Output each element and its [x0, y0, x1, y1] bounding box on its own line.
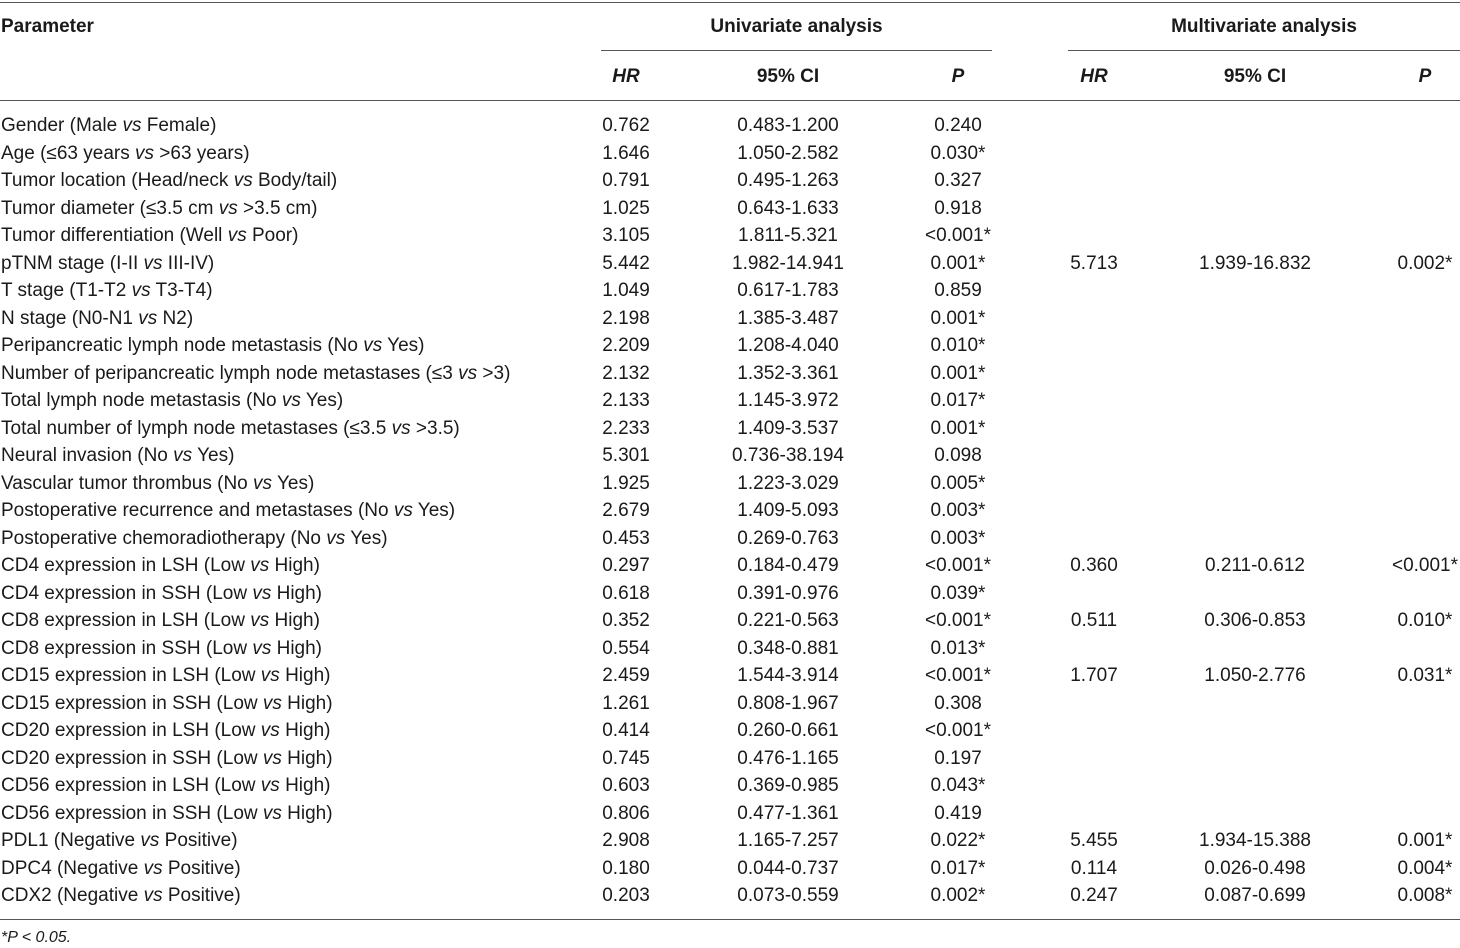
table-row — [0, 607, 1460, 635]
vs-text: vs — [140, 830, 160, 851]
table-row — [0, 800, 1460, 828]
header-multivariate: Multivariate analysis — [1171, 16, 1357, 37]
parameter-text: Body/tail) — [252, 170, 338, 191]
hr-univariate-cell: 2.133 — [602, 390, 650, 411]
p-univariate-cell: 0.001* — [930, 362, 986, 384]
parameter-text: CD4 expression in LSH (Low — [1, 555, 251, 576]
hr-multivariate-cell: 0.247 — [1070, 885, 1118, 906]
p-univariate-cell: <0.001* — [924, 610, 992, 631]
vs-text: vs — [143, 252, 163, 274]
table-row — [0, 250, 1460, 278]
parameter-cell — [1, 415, 460, 443]
vs-text: vs — [131, 280, 151, 301]
parameter-text: CD15 expression in SSH (Low — [1, 692, 263, 714]
table-body — [0, 112, 1460, 910]
p-univariate-cell: <0.001* — [924, 555, 992, 576]
hr-univariate-cell: 3.105 — [602, 225, 650, 246]
vs-text: vs — [363, 335, 383, 356]
parameter-cell — [1, 690, 333, 718]
parameter-cell — [1, 607, 320, 635]
hr-univariate-cell: 0.297 — [602, 555, 650, 576]
parameter-text: CDX2 (Negative — [1, 885, 144, 906]
p-multivariate-cell: 0.008* — [1397, 885, 1453, 906]
table-row — [0, 140, 1460, 168]
parameter-text: CD56 expression in LSH (Low — [1, 775, 261, 796]
ci-univariate-cell: 0.477-1.361 — [737, 802, 839, 824]
p-multivariate-cell: 0.001* — [1397, 830, 1453, 851]
p-univariate-cell: 0.022* — [930, 830, 986, 851]
vs-text: vs — [233, 170, 253, 191]
vs-text: vs — [252, 637, 272, 659]
parameter-text: High) — [269, 610, 320, 631]
p-univariate-cell: 0.030* — [930, 142, 986, 164]
hr-univariate-cell: 0.806 — [602, 802, 650, 824]
parameter-text: N2) — [157, 307, 194, 329]
ci-univariate-cell: 1.050-2.582 — [737, 142, 839, 164]
ci-multivariate-cell: 1.050-2.776 — [1204, 665, 1306, 686]
vs-text: vs — [143, 857, 163, 879]
header-univariate: Univariate analysis — [710, 16, 883, 37]
parameter-text: Yes) — [192, 445, 235, 466]
parameter-cell — [1, 717, 330, 745]
parameter-cell — [1, 360, 510, 388]
parameter-text: Tumor location (Head/neck — [1, 170, 234, 191]
ci-univariate-cell: 0.369-0.985 — [737, 775, 839, 796]
hr-univariate-cell: 1.646 — [602, 142, 650, 164]
parameter-text: Positive) — [162, 857, 241, 879]
parameter-cell — [1, 882, 241, 910]
hr-univariate-cell: 0.618 — [602, 582, 650, 604]
table-row — [0, 222, 1460, 250]
hr-multivariate-cell: 0.360 — [1070, 555, 1118, 576]
parameter-cell — [1, 112, 216, 140]
table-row — [0, 360, 1460, 388]
hr-univariate-cell: 1.049 — [602, 280, 650, 301]
vs-text: vs — [262, 747, 282, 769]
p-univariate-cell: 0.039* — [930, 582, 986, 604]
ci-univariate-cell: 1.544-3.914 — [737, 665, 839, 686]
parameter-text: Age (≤63 years — [1, 142, 135, 164]
parameter-cell — [1, 195, 317, 223]
hr-multivariate-cell: 5.455 — [1070, 830, 1118, 851]
p-univariate-cell: 0.005* — [930, 472, 986, 494]
parameter-text: pTNM stage (I-II — [1, 252, 144, 274]
parameter-cell — [1, 442, 234, 470]
parameter-text: High) — [281, 747, 333, 769]
p-univariate-cell: 0.001* — [930, 417, 986, 439]
p-multivariate-cell: 0.004* — [1397, 857, 1453, 879]
hr-multivariate-cell: 1.707 — [1070, 665, 1118, 686]
parameter-text: High) — [269, 555, 320, 576]
parameter-cell — [1, 222, 298, 250]
vs-text: vs — [143, 885, 163, 906]
parameter-cell — [1, 525, 388, 553]
parameter-text: Female) — [141, 115, 217, 136]
parameter-text: Postoperative recurrence and metastases (No — [1, 500, 394, 521]
hr-univariate-cell: 0.554 — [602, 637, 650, 659]
ci-univariate-cell: 0.073-0.559 — [737, 885, 839, 906]
header-p-multivariate: P — [1418, 66, 1432, 87]
table-row — [0, 525, 1460, 553]
ci-univariate-cell: 0.391-0.976 — [737, 582, 839, 604]
p-univariate-cell: 0.240 — [934, 115, 982, 136]
parameter-text: Total number of lymph node metastases (≤3.5 — [1, 417, 392, 439]
table-row — [0, 497, 1460, 525]
vs-text: vs — [250, 555, 270, 576]
ci-univariate-cell: 1.811-5.321 — [737, 225, 838, 246]
ci-multivariate-cell: 1.934-15.388 — [1199, 830, 1311, 851]
parameter-cell — [1, 662, 330, 690]
ci-univariate-cell: 0.617-1.783 — [737, 280, 839, 301]
table-row — [0, 195, 1460, 223]
header-ci-multivariate: 95% CI — [1223, 66, 1287, 87]
ci-univariate-cell: 0.495-1.263 — [737, 170, 839, 191]
parameter-text: High) — [271, 637, 323, 659]
parameter-text: >3) — [477, 362, 511, 384]
parameter-text: Positive) — [159, 830, 238, 851]
table-row — [0, 332, 1460, 360]
parameter-text: High) — [279, 720, 331, 741]
parameter-cell — [1, 855, 241, 883]
table-row — [0, 552, 1460, 580]
parameter-text: CD15 expression in LSH (Low — [1, 665, 261, 686]
hr-multivariate-cell: 0.511 — [1070, 610, 1118, 631]
parameter-text: CD8 expression in LSH (Low — [1, 610, 251, 631]
hr-univariate-cell: 0.414 — [602, 720, 650, 741]
hr-univariate-cell: 0.762 — [602, 115, 650, 136]
parameter-text: Positive) — [162, 885, 241, 906]
parameter-cell — [1, 387, 343, 415]
p-multivariate-cell: 0.031* — [1397, 665, 1453, 686]
parameter-text: CD8 expression in SSH (Low — [1, 637, 253, 659]
hr-univariate-cell: 2.679 — [602, 500, 650, 521]
parameter-text: High) — [281, 692, 333, 714]
vs-text: vs — [260, 665, 280, 686]
ci-univariate-cell: 1.145-3.972 — [737, 390, 839, 411]
ci-multivariate-cell: 1.939-16.832 — [1199, 252, 1311, 274]
table-row — [0, 387, 1460, 415]
parameter-text: T stage (T1-T2 — [1, 280, 132, 301]
header-hr-multivariate: HR — [1080, 66, 1108, 87]
ci-multivariate-cell: 0.026-0.498 — [1204, 857, 1306, 879]
table-bottom-rule — [0, 919, 1460, 920]
vs-text: vs — [262, 692, 282, 714]
parameter-cell — [1, 800, 333, 828]
parameter-text: DPC4 (Negative — [1, 857, 144, 879]
parameter-cell — [1, 745, 333, 773]
multivariate-group-rule — [1068, 50, 1460, 51]
p-univariate-cell: 0.918 — [934, 197, 982, 219]
ci-multivariate-cell: 0.306-0.853 — [1204, 610, 1306, 631]
ci-univariate-cell: 0.808-1.967 — [737, 692, 839, 714]
parameter-text: High) — [279, 665, 331, 686]
ci-univariate-cell: 1.223-3.029 — [737, 472, 839, 494]
parameter-text: Yes) — [300, 390, 344, 411]
p-univariate-cell: 0.859 — [934, 280, 982, 301]
hr-univariate-cell: 0.453 — [602, 527, 650, 549]
parameter-text: Vascular tumor thrombus (No — [1, 472, 254, 494]
ci-univariate-cell: 1.409-3.537 — [737, 417, 839, 439]
parameter-cell — [1, 250, 214, 278]
parameter-text: CD56 expression in SSH (Low — [1, 802, 263, 824]
hr-univariate-cell: 0.745 — [602, 747, 650, 769]
hr-univariate-cell: 0.203 — [602, 885, 650, 906]
table-row — [0, 882, 1460, 910]
ci-univariate-cell: 0.736-38.194 — [732, 445, 844, 466]
parameter-cell — [1, 497, 455, 525]
hr-univariate-cell: 2.233 — [602, 417, 650, 439]
p-univariate-cell: <0.001* — [924, 225, 992, 246]
vs-text: vs — [260, 775, 280, 796]
table-row — [0, 690, 1460, 718]
parameter-text: N stage (N0-N1 — [1, 307, 139, 329]
hr-univariate-cell: 0.791 — [602, 170, 650, 191]
p-univariate-cell: 0.017* — [930, 857, 986, 879]
parameter-text: Yes) — [272, 472, 315, 494]
hr-univariate-cell: 2.209 — [602, 335, 650, 356]
ci-univariate-cell: 0.221-0.563 — [737, 610, 839, 631]
table-row — [0, 772, 1460, 800]
ci-univariate-cell: 0.044-0.737 — [737, 857, 839, 879]
hr-univariate-cell: 1.261 — [602, 692, 650, 714]
parameter-text: Yes) — [382, 335, 425, 356]
p-univariate-cell: 0.010* — [930, 335, 986, 356]
ci-univariate-cell: 1.385-3.487 — [737, 307, 839, 329]
table-row — [0, 855, 1460, 883]
parameter-text: Yes) — [345, 527, 388, 549]
ci-univariate-cell: 1.409-5.093 — [737, 500, 839, 521]
table-row — [0, 580, 1460, 608]
parameter-cell — [1, 827, 238, 855]
parameter-text: T3-T4) — [150, 280, 213, 301]
p-univariate-cell: 0.043* — [930, 775, 986, 796]
parameter-text: Total lymph node metastasis (No — [1, 390, 282, 411]
header-hr-univariate: HR — [612, 66, 640, 87]
vs-text: vs — [122, 115, 142, 136]
parameter-cell — [1, 332, 424, 360]
header-bottom-rule — [0, 100, 1460, 101]
p-univariate-cell: 0.001* — [930, 307, 986, 329]
p-univariate-cell: 0.197 — [934, 747, 982, 769]
parameter-text: Poor) — [246, 225, 299, 246]
parameter-text: >63 years) — [154, 142, 250, 164]
ci-univariate-cell: 0.483-1.200 — [737, 115, 839, 136]
parameter-text: Number of peripancreatic lymph node metastases (≤3 — [1, 362, 459, 384]
table-row — [0, 277, 1460, 305]
p-univariate-cell: 0.001* — [930, 252, 986, 274]
ci-univariate-cell: 1.352-3.361 — [737, 362, 839, 384]
parameter-cell — [1, 552, 320, 580]
parameter-text: Tumor differentiation (Well — [1, 225, 228, 246]
vs-text: vs — [218, 197, 238, 219]
p-univariate-cell: 0.017* — [930, 390, 986, 411]
p-multivariate-cell: 0.010* — [1397, 610, 1453, 631]
hr-univariate-cell: 1.925 — [602, 472, 650, 494]
vs-text: vs — [391, 417, 411, 439]
parameter-text: Postoperative chemoradiotherapy (No — [1, 527, 327, 549]
vs-text: vs — [138, 307, 158, 329]
vs-text: vs — [135, 142, 154, 164]
p-univariate-cell: <0.001* — [924, 720, 992, 741]
parameter-cell — [1, 277, 213, 305]
parameter-cell — [1, 167, 337, 195]
hr-univariate-cell: 0.352 — [602, 610, 650, 631]
parameter-cell — [1, 580, 322, 608]
hr-univariate-cell: 2.908 — [602, 830, 650, 851]
p-univariate-cell: <0.001* — [924, 665, 992, 686]
header-parameter: Parameter — [1, 16, 94, 37]
vs-text: vs — [262, 802, 282, 824]
vs-text: vs — [458, 362, 478, 384]
parameter-text: High) — [271, 582, 323, 604]
vs-text: vs — [253, 472, 273, 494]
ci-univariate-cell: 0.476-1.165 — [737, 747, 839, 769]
hr-multivariate-cell: 5.713 — [1070, 252, 1118, 274]
table-top-rule — [0, 2, 1460, 3]
table-row — [0, 635, 1460, 663]
table-row — [0, 112, 1460, 140]
parameter-text: Yes) — [412, 500, 456, 521]
table-row — [0, 745, 1460, 773]
hr-univariate-cell: 2.132 — [602, 362, 650, 384]
p-univariate-cell: 0.098 — [934, 445, 982, 466]
vs-text: vs — [252, 582, 272, 604]
vs-text: vs — [250, 610, 270, 631]
p-multivariate-cell: <0.001* — [1391, 555, 1459, 576]
header-ci-univariate: 95% CI — [756, 66, 820, 87]
p-multivariate-cell: 0.002* — [1397, 252, 1453, 274]
p-univariate-cell: 0.308 — [934, 692, 982, 714]
table-row — [0, 167, 1460, 195]
parameter-text: Neural invasion (No — [1, 445, 174, 466]
p-univariate-cell: 0.419 — [934, 802, 982, 824]
vs-text: vs — [281, 390, 301, 411]
p-univariate-cell: 0.003* — [930, 500, 986, 521]
parameter-cell — [1, 772, 330, 800]
parameter-cell — [1, 140, 250, 168]
parameter-cell — [1, 470, 314, 498]
parameter-text: Peripancreatic lymph node metastasis (No — [1, 335, 364, 356]
table-row — [0, 442, 1460, 470]
univariate-group-rule — [601, 50, 992, 51]
table-row — [0, 662, 1460, 690]
hr-univariate-cell: 2.198 — [602, 307, 650, 329]
ci-univariate-cell: 1.982-14.941 — [732, 252, 844, 274]
parameter-text: High) — [281, 802, 333, 824]
footnote: *P < 0.05. — [1, 929, 72, 946]
table-row — [0, 717, 1460, 745]
vs-text: vs — [326, 527, 346, 549]
p-univariate-cell: 0.002* — [930, 885, 986, 906]
p-univariate-cell: 0.003* — [930, 527, 986, 549]
table-row — [0, 305, 1460, 333]
parameter-text: III-IV) — [162, 252, 215, 274]
parameter-text: CD4 expression in SSH (Low — [1, 582, 253, 604]
vs-text: vs — [260, 720, 280, 741]
parameter-text: CD20 expression in SSH (Low — [1, 747, 263, 769]
p-univariate-cell: 0.013* — [930, 637, 986, 659]
table-row — [0, 415, 1460, 443]
ci-univariate-cell: 0.184-0.479 — [737, 555, 839, 576]
vs-text: vs — [227, 225, 247, 246]
table-row — [0, 470, 1460, 498]
parameter-text: Tumor diameter (≤3.5 cm — [1, 197, 219, 219]
vs-text: vs — [173, 445, 193, 466]
ci-univariate-cell: 1.165-7.257 — [737, 830, 839, 851]
parameter-text: Gender (Male — [1, 115, 123, 136]
p-univariate-cell: 0.327 — [934, 170, 982, 191]
hr-univariate-cell: 2.459 — [602, 665, 650, 686]
parameter-text: CD20 expression in LSH (Low — [1, 720, 261, 741]
ci-univariate-cell: 1.208-4.040 — [737, 335, 839, 356]
vs-text: vs — [393, 500, 413, 521]
ci-univariate-cell: 0.643-1.633 — [737, 197, 839, 219]
ci-multivariate-cell: 0.087-0.699 — [1204, 885, 1306, 906]
parameter-cell — [1, 635, 322, 663]
parameter-text: High) — [279, 775, 331, 796]
hr-univariate-cell: 5.301 — [602, 445, 650, 466]
ci-univariate-cell: 0.260-0.661 — [737, 720, 839, 741]
parameter-text: >3.5 cm) — [237, 197, 318, 219]
ci-univariate-cell: 0.269-0.763 — [737, 527, 839, 549]
hr-univariate-cell: 0.603 — [602, 775, 650, 796]
parameter-text: PDL1 (Negative — [1, 830, 141, 851]
parameter-text: >3.5) — [410, 417, 460, 439]
hr-multivariate-cell: 0.114 — [1070, 857, 1118, 879]
parameter-cell — [1, 305, 193, 333]
ci-univariate-cell: 0.348-0.881 — [737, 637, 839, 659]
table-row — [0, 827, 1460, 855]
hr-univariate-cell: 5.442 — [602, 252, 650, 274]
header-p-univariate: P — [951, 66, 965, 87]
hr-univariate-cell: 0.180 — [602, 857, 650, 879]
ci-multivariate-cell: 0.211-0.612 — [1204, 555, 1305, 576]
hr-univariate-cell: 1.025 — [602, 197, 650, 219]
